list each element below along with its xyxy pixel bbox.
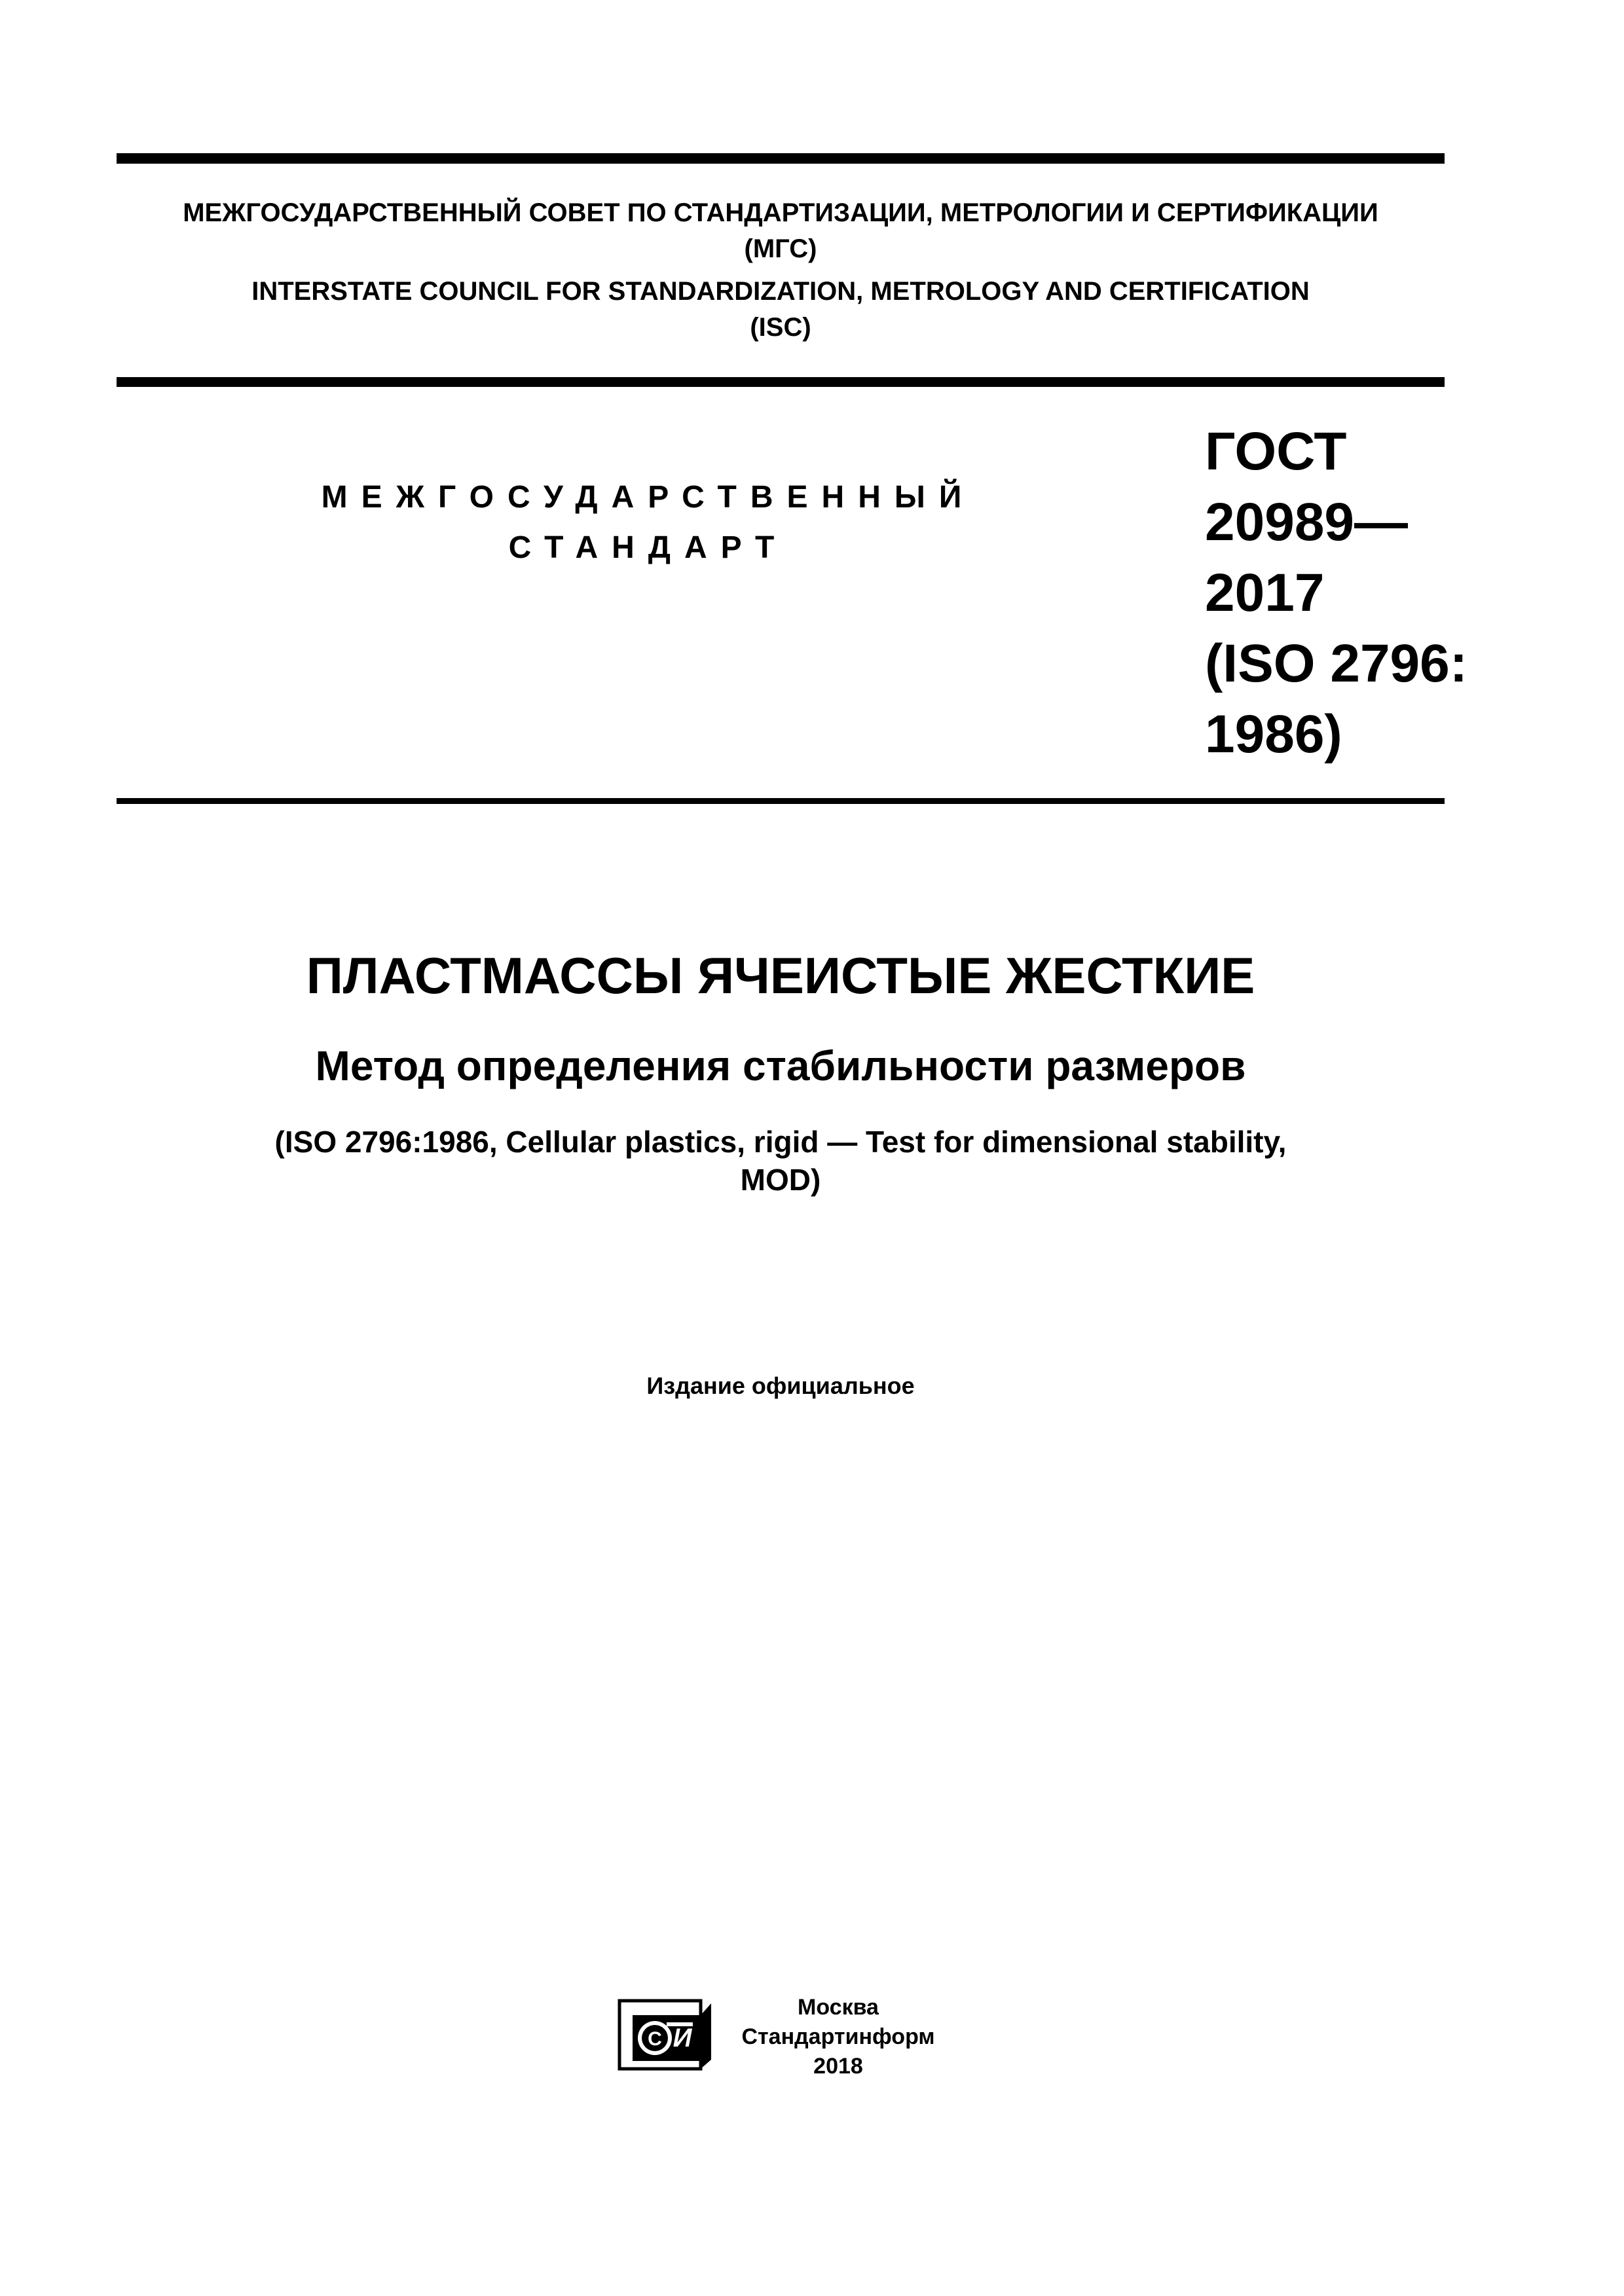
standard-designation bbox=[1205, 416, 1468, 770]
document-subtitle: Метод определения стабильности размеров bbox=[315, 1042, 1246, 1089]
designation-line4: (ISO 2796: bbox=[1205, 634, 1468, 693]
council-abbr-ru: (МГС) bbox=[744, 234, 817, 263]
publisher-imprint bbox=[714, 1993, 963, 2081]
iso-reference-line2: MOD) bbox=[740, 1163, 821, 1197]
standard-kind-line2: СТАНДАРТ bbox=[508, 530, 788, 565]
designation-line2: 20989— bbox=[1205, 492, 1409, 552]
publisher-name: Стандартинформ bbox=[741, 2024, 935, 2049]
designation-line1: ГОСТ bbox=[1205, 422, 1347, 481]
svg-text:И: И bbox=[673, 2024, 692, 2052]
council-abbr-en: (ISC) bbox=[750, 313, 811, 342]
iso-reference-line1: (ISO 2796:1986, Cellular plastics, rigid — Test for dimensional stability, bbox=[274, 1125, 1287, 1159]
council-name-ru-line1: МЕЖГОСУДАРСТВЕННЫЙ СОВЕТ ПО СТАНДАРТИЗАЦИИ, МЕТРОЛОГИИ И СЕРТИФИКАЦИИ bbox=[183, 198, 1378, 227]
publisher-city: Москва bbox=[798, 1995, 879, 2020]
iso-reference bbox=[117, 1123, 1445, 1199]
publication-year: 2018 bbox=[813, 2054, 863, 2079]
svg-text:С: С bbox=[648, 2028, 662, 2050]
council-name-en bbox=[117, 274, 1445, 346]
standard-kind-line1: МЕЖГОСУДАРСТВЕННЫЙ bbox=[321, 480, 976, 515]
designation-line5: 1986) bbox=[1205, 704, 1342, 764]
edition-label: Издание официальное bbox=[646, 1372, 915, 1399]
publisher-logo-icon bbox=[614, 1997, 716, 2075]
designation-line3: 2017 bbox=[1205, 563, 1325, 623]
header-bottom-rule bbox=[117, 377, 1445, 387]
designation-rule bbox=[117, 798, 1445, 804]
top-rule bbox=[117, 153, 1445, 164]
document-title: ПЛАСТМАССЫ ЯЧЕИСТЫЕ ЖЕСТКИЕ bbox=[306, 947, 1255, 1004]
council-name-en-line1: INTERSTATE COUNCIL FOR STANDARDIZATION, METROLOGY AND CERTIFICATION bbox=[251, 277, 1310, 306]
council-name-ru bbox=[117, 195, 1445, 267]
